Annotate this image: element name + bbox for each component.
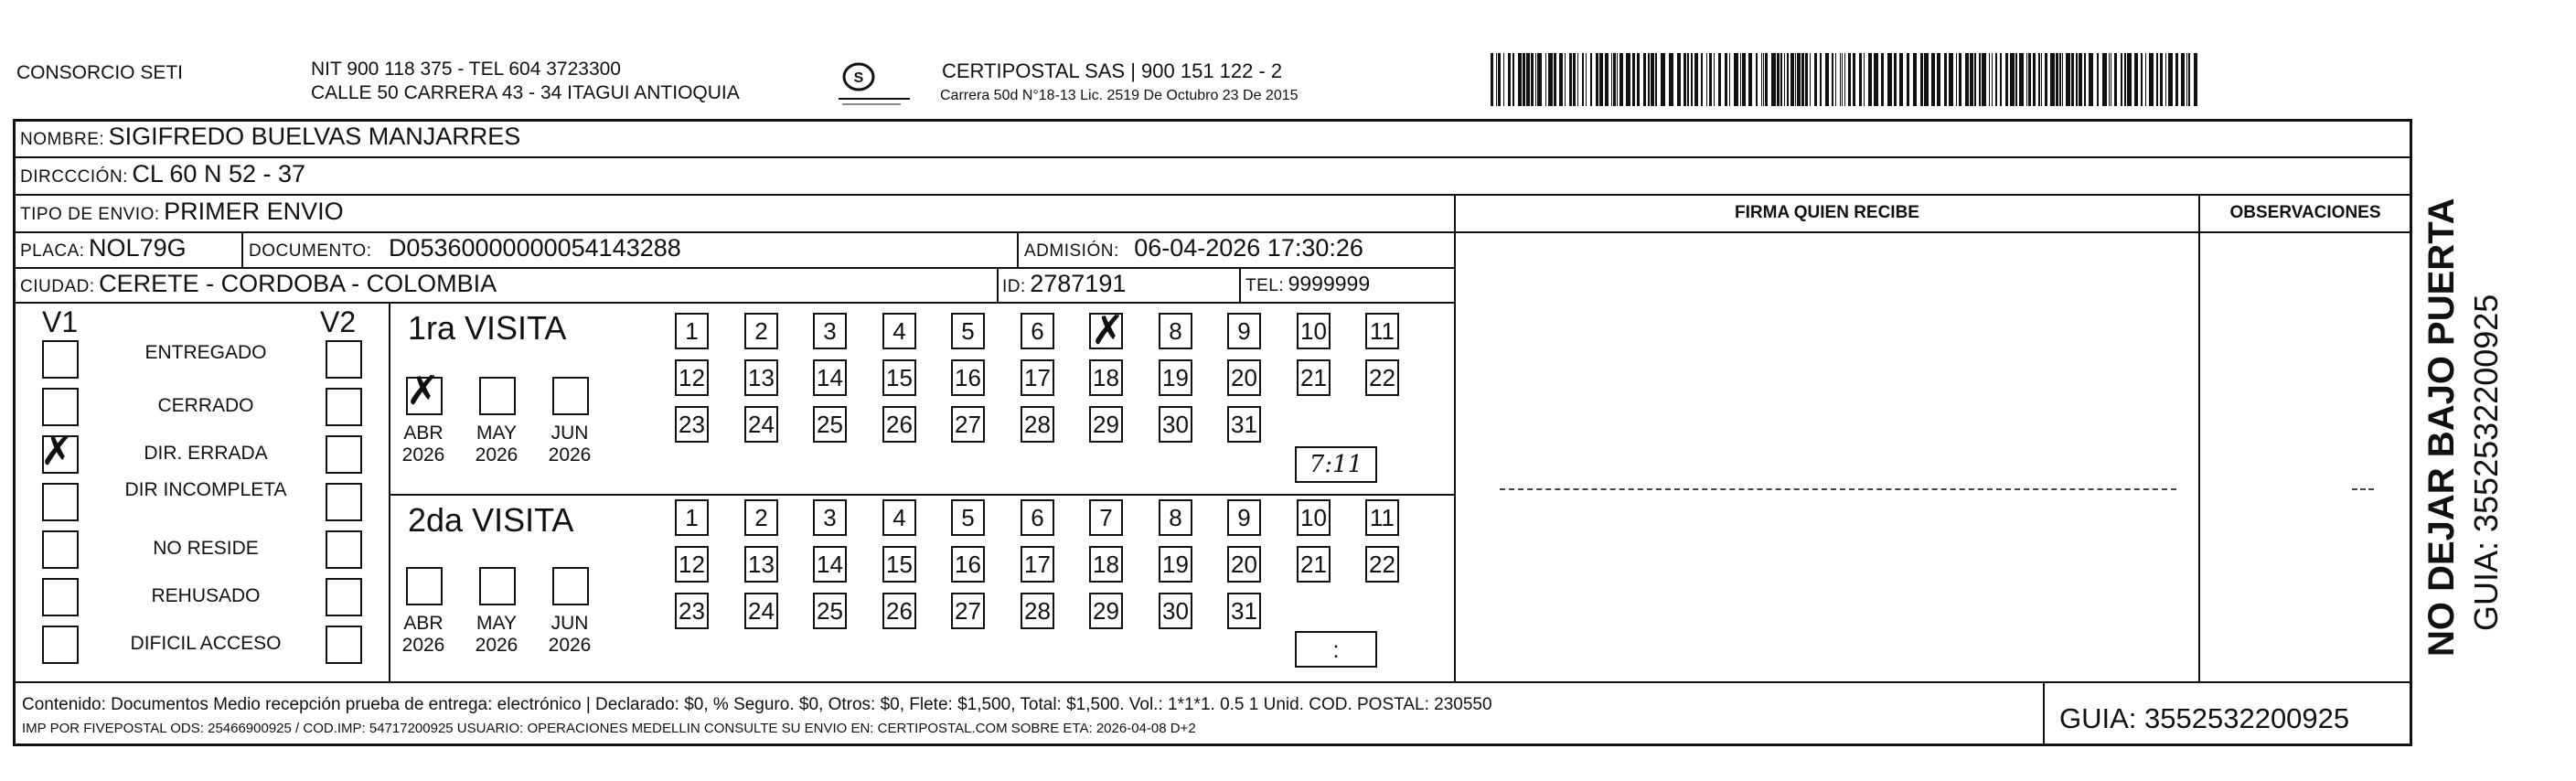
svg-text:S: S [853,70,864,86]
day-number: 1 [685,504,699,531]
v2-checkbox[interactable] [326,340,362,379]
observaciones-header: OBSERVACIONES [2229,203,2381,222]
status-label: DIFICIL ACCESO [130,633,282,654]
carrier-line: CERTIPOSTAL SAS | 900 151 122 - 2 [942,59,1283,82]
month-year: 2026 [548,635,592,656]
day-box[interactable] [1159,359,1192,396]
day-box[interactable] [951,406,985,443]
v1-checkbox[interactable] [42,626,79,664]
documento-cell [249,234,681,262]
status-label: REHUSADO [151,585,261,606]
ciudad-cell [20,270,497,298]
month-year: 2026 [475,635,518,656]
day-box[interactable] [744,546,778,583]
day-number: 26 [886,411,913,438]
day-box[interactable] [813,593,847,629]
month-label [541,613,598,657]
status-label: NO RESIDE [153,538,259,559]
id-cell [1002,270,1126,298]
day-box[interactable] [951,593,985,629]
day-number: 15 [886,551,913,578]
day-number: 23 [679,597,705,625]
day-number: 14 [817,551,843,578]
day-number: 30 [1162,597,1189,625]
footer-imp: IMP POR FIVEPOSTAL ODS: 25466900925 / COD.IMP: 54717200925 USUARIO: OPERACIONES MEDELLIN CONSULTE SU ENVIO EN: CERTIPOSTAL.COM SOBRE ETA: 2026-04-08 D+2 [22,721,1196,736]
day-number: 24 [748,597,775,625]
day-box[interactable] [813,406,847,443]
day-box[interactable] [1227,499,1261,536]
ciudad-label: CIUDAD: [20,277,95,296]
month-checkbox-abr[interactable] [406,567,443,605]
day-number: 7 [1099,504,1113,531]
day-number: 13 [748,364,775,391]
v2-checkbox[interactable] [326,578,362,616]
v1-checkbox[interactable] [40,428,79,475]
day-box[interactable] [675,593,709,629]
footer-content: Contenido: Documentos Medio recepción prueba de entrega: electrónico | Declarado: $0, % Seguro. $0, Otros: $0, Flete: $1,500, Total: $1,500. Vol.: 1*1*1. 0.5 1 Unid. COD. POSTAL: 230550 [22,695,1492,714]
day-box[interactable] [1021,313,1054,349]
day-box[interactable] [882,406,916,443]
day-number: 20 [1231,364,1257,391]
day-number: 12 [679,364,705,391]
day-number: 31 [1231,411,1257,438]
day-box[interactable] [1227,593,1261,629]
day-box[interactable] [1297,499,1331,536]
carrier-logo-icon [837,59,937,108]
day-box[interactable] [1227,359,1261,396]
day-box[interactable] [1021,359,1054,396]
day-number: 10 [1300,317,1327,345]
day-box[interactable] [1297,546,1331,583]
v1-checkbox[interactable] [42,340,79,379]
month-checkbox-jun[interactable] [552,377,589,415]
direccion-label: DIRCCCIÓN: [20,167,128,187]
day-box[interactable] [813,546,847,583]
month-label [468,423,525,466]
day-box[interactable] [1089,307,1125,354]
barcode [1491,53,2204,108]
day-box[interactable] [675,406,709,443]
id-label: ID: [1002,277,1026,296]
check-mark-icon: ✗ [40,428,74,475]
day-number: 27 [955,597,981,625]
day-box[interactable] [813,313,847,349]
tipo-label: TIPO DE ENVIO: [20,205,160,224]
v2-checkbox[interactable] [326,530,362,569]
recipient-name-row [20,123,520,151]
day-number: 1 [685,317,699,345]
day-number: 24 [748,411,775,438]
month-label [541,423,598,466]
day-box[interactable] [1365,546,1399,583]
day-number: 4 [893,504,906,531]
day-number: 4 [893,317,906,345]
month-name: JUN [550,423,589,444]
admision-label: ADMISIÓN: [1024,241,1119,261]
day-number: 3 [823,504,837,531]
month-checkbox-abr[interactable] [406,368,443,415]
day-number: 3 [823,317,837,345]
month-label [395,423,452,466]
day-box[interactable] [882,359,916,396]
day-box[interactable] [744,359,778,396]
day-box[interactable] [951,499,985,536]
v2-checkbox[interactable] [326,388,362,426]
documento-label: DOCUMENTO: [249,241,372,261]
day-box[interactable] [882,313,916,349]
day-number: 23 [679,411,705,438]
day-box[interactable] [1021,593,1054,629]
v2-checkbox[interactable] [326,483,362,521]
day-number: 29 [1093,597,1119,625]
ciudad-value: CERETE - CORDOBA - COLOMBIA [99,270,497,297]
day-box[interactable] [675,499,709,536]
documento-value: D05360000000054143288 [388,234,681,262]
day-number: 17 [1024,364,1051,391]
v1-checkbox[interactable] [42,578,79,616]
day-box[interactable] [951,359,985,396]
day-box[interactable] [882,499,916,536]
month-year: 2026 [401,635,445,656]
day-number: 22 [1369,551,1395,578]
day-number: 12 [679,551,705,578]
check-mark-icon: ✗ [406,368,440,414]
day-number: 21 [1300,364,1327,391]
day-box[interactable] [1365,499,1399,536]
day-box[interactable] [1159,499,1192,536]
day-number: 11 [1370,504,1395,531]
day-number: 14 [817,364,843,391]
v1-checkbox[interactable] [42,388,79,426]
day-number: 20 [1231,551,1257,578]
day-number: 10 [1300,504,1327,531]
day-box[interactable] [744,406,778,443]
month-checkbox-may[interactable] [479,567,516,605]
day-number: 16 [955,364,981,391]
day-box[interactable] [675,546,709,583]
month-name: MAY [476,423,517,444]
day-number: 18 [1093,551,1119,578]
status-label: ENTREGADO [144,342,267,363]
day-box[interactable] [1159,593,1192,629]
visit1-time: 7:11 [1295,446,1377,483]
tel-value: 9999999 [1288,272,1371,295]
day-number: 28 [1024,597,1051,625]
day-box[interactable] [1365,359,1399,396]
day-number: 6 [1031,504,1044,531]
day-number: 9 [1237,504,1251,531]
visit2-title: 2da VISITA [408,501,574,539]
day-number: 25 [817,411,843,438]
month-checkbox-may[interactable] [479,377,516,415]
day-box[interactable] [1297,359,1331,396]
signature-line [1500,488,2176,490]
recipient-name: SIGIFREDO BUELVAS MANJARRES [108,123,521,150]
id-value: 2787191 [1030,270,1127,297]
v1-label: V1 [42,305,79,338]
month-checkbox-jun[interactable] [552,567,589,605]
address-row [20,160,305,188]
day-box[interactable] [1089,546,1123,583]
day-number: 31 [1231,597,1257,625]
admision-cell [1024,234,1363,262]
day-box[interactable] [1297,313,1331,349]
day-box[interactable] [1227,546,1261,583]
day-box[interactable] [744,313,778,349]
nit-line: NIT 900 118 375 - TEL 604 3723300 [311,59,621,80]
shipment-type: PRIMER ENVIO [164,198,344,225]
day-box[interactable] [951,546,985,583]
day-box[interactable] [675,359,709,396]
day-number: 15 [886,364,913,391]
day-box[interactable] [1159,406,1192,443]
month-label [395,613,452,657]
day-number: 6 [1031,317,1044,345]
month-name: ABR [403,613,444,634]
shipment-type-row [20,198,344,226]
day-number: 2 [754,317,768,345]
month-name: MAY [476,613,517,634]
day-box[interactable] [1021,546,1054,583]
day-number: 21 [1300,551,1327,578]
v2-checkbox[interactable] [326,435,362,474]
v2-checkbox[interactable] [326,626,362,664]
day-number: 9 [1237,317,1251,345]
day-box[interactable] [882,546,916,583]
check-mark-icon: ✗ [1091,307,1125,354]
month-year: 2026 [548,444,592,465]
day-box[interactable] [1159,546,1192,583]
day-number: 11 [1370,317,1395,345]
day-box[interactable] [813,499,847,536]
side-guia: GUIA: 3552532200925 [2467,294,2505,631]
status-label: CERRADO [157,395,254,416]
recipient-address: CL 60 N 52 - 37 [132,160,306,187]
status-label: DIR INCOMPLETA [124,479,287,500]
v1-checkbox[interactable] [42,530,79,569]
day-box[interactable] [951,313,985,349]
day-box[interactable] [1021,406,1054,443]
v1-checkbox[interactable] [42,483,79,521]
month-year: 2026 [475,444,518,465]
day-number: 5 [961,317,975,345]
nombre-label: NOMBRE: [20,130,105,149]
day-number: 27 [955,411,981,438]
day-number: 2 [754,504,768,531]
address-line: CALLE 50 CARRERA 43 - 34 ITAGUI ANTIOQUIA [311,82,740,103]
day-box[interactable] [882,593,916,629]
day-number: 18 [1093,364,1119,391]
day-number: 29 [1093,411,1119,438]
placa-cell [20,234,187,262]
tel-label: TEL: [1245,276,1285,295]
placa-value: NOL79G [89,234,187,262]
day-box[interactable] [1227,406,1261,443]
carrier-address: Carrera 50d N°18-13 Lic. 2519 De Octubro 23 De 2015 [940,88,1299,103]
day-box[interactable] [744,593,778,629]
firma-header: FIRMA QUIEN RECIBE [1735,203,1919,222]
admision-value: 06-04-2026 17:30:26 [1134,234,1363,262]
footer-guia: GUIA: 3552532200925 [2059,702,2350,734]
day-number: 22 [1369,364,1395,391]
month-name: ABR [403,423,444,444]
day-number: 25 [817,597,843,625]
day-box[interactable] [1089,359,1123,396]
day-number: 16 [955,551,981,578]
day-box[interactable] [1227,313,1261,349]
day-box[interactable] [813,359,847,396]
company-name: CONSORCIO SETI [16,62,184,83]
day-number: 28 [1024,411,1051,438]
day-number: 17 [1024,551,1051,578]
day-number: 30 [1162,411,1189,438]
day-number: 19 [1162,364,1189,391]
day-box[interactable] [675,313,709,349]
tel-cell [1245,272,1370,296]
visit2-time: : [1295,631,1377,668]
day-number: 5 [961,504,975,531]
day-box[interactable] [1089,593,1123,629]
day-box[interactable] [1089,406,1123,443]
visit1-title: 1ra VISITA [408,309,567,347]
day-box[interactable] [744,499,778,536]
observaciones-line [2352,488,2374,490]
status-label: DIR. ERRADA [144,443,268,464]
day-number: 8 [1169,504,1182,531]
day-number: 19 [1162,551,1189,578]
v2-label: V2 [320,305,357,338]
month-year: 2026 [401,444,445,465]
day-box[interactable] [1089,499,1123,536]
month-label [468,613,525,657]
month-name: JUN [550,613,589,634]
day-number: 8 [1169,317,1182,345]
placa-label: PLACA: [20,241,85,261]
day-box[interactable] [1021,499,1054,536]
day-number: 26 [886,597,913,625]
day-box[interactable] [1365,313,1399,349]
day-number: 13 [748,551,775,578]
day-box[interactable] [1159,313,1192,349]
side-warning: NO DEJAR BAJO PUERTA [2421,198,2462,657]
